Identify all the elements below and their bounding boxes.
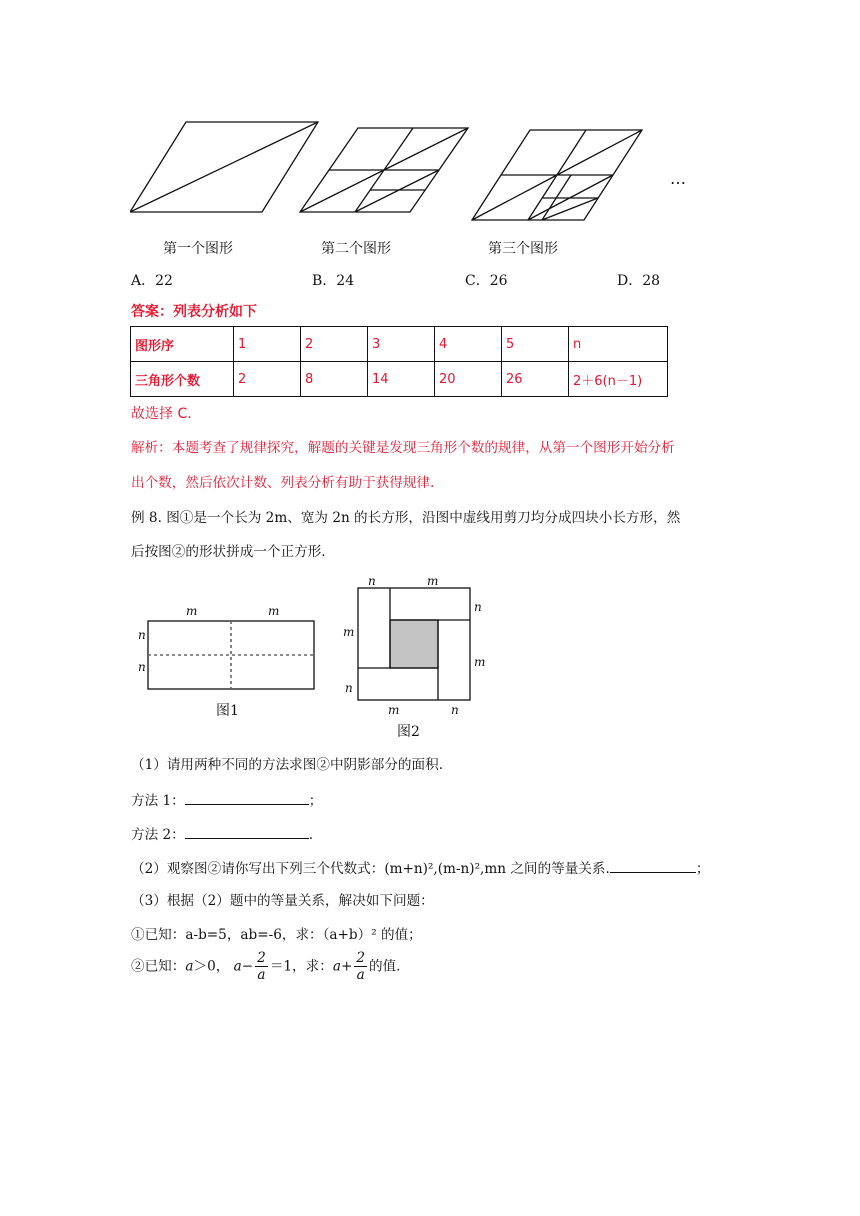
fig2-label-n-bottom: n: [451, 703, 459, 717]
table-cell: 2: [234, 362, 301, 397]
fig2-label-n-left: n: [345, 681, 353, 695]
option-c: C．26: [465, 273, 508, 289]
parallelogram-figures: [130, 110, 690, 230]
table-cell: 5: [502, 327, 569, 362]
question-3-2: ②已知：a＞0， a− $\frac{2}{a}$ ＝1，求：a+ $\frac{2}{a}$ 的值.: [131, 950, 401, 983]
question-2: （2）观察图②请你写出下列三个代数式：(m+n)²,(m-n)²,mn 之间的等量关系. ；: [131, 858, 709, 878]
figure-square: [350, 585, 480, 705]
ellipsis: …: [670, 169, 686, 188]
method-1-blank[interactable]: [185, 790, 309, 805]
method-2-line: 方法 2： .: [131, 824, 313, 844]
figure-3: [472, 130, 642, 220]
fig1-label-n2: n: [138, 660, 146, 674]
figure-caption-3: 第三个图形: [488, 241, 558, 257]
fig2-label-m-top: m: [427, 574, 439, 588]
table-cell: 三角形个数: [131, 362, 234, 397]
table-cell: 2: [301, 327, 368, 362]
option-a: A．22: [131, 273, 173, 289]
option-b: B．24: [312, 273, 355, 289]
fraction-2-over-a-2: $\frac{2}{a}$: [356, 950, 365, 983]
table-cell: 14: [368, 362, 435, 397]
table-cell: 20: [435, 362, 502, 397]
fig2-label-m-bottom: m: [388, 703, 400, 717]
method-2-blank[interactable]: [185, 824, 309, 839]
table-row: [131, 362, 668, 397]
fig2-label-n-right: n: [474, 600, 482, 614]
table-cell: 2＋6(n－1): [569, 362, 668, 397]
table-row: [131, 327, 668, 362]
fraction-2-over-a: $\frac{2}{a}$: [257, 950, 266, 983]
analysis-line-1: 解析：本题考查了规律探究，解题的关键是发现三角形个数的规律，从第一个图形开始分析: [131, 440, 675, 456]
answer-table: [130, 326, 668, 397]
answer-heading: 答案：列表分析如下: [131, 304, 257, 320]
table-cell: 8: [301, 362, 368, 397]
table-cell: n: [569, 327, 668, 362]
analysis-line-2: 出个数，然后依次计数、列表分析有助于获得规律.: [131, 475, 435, 491]
example-line-2: 后按图②的形状拼成一个正方形.: [131, 544, 326, 560]
fig1-label-n1: n: [138, 628, 146, 642]
option-d: D．28: [617, 273, 661, 289]
method-1-label: 方法 1：: [131, 793, 185, 809]
conclusion: 故选择 C.: [131, 406, 192, 422]
method-2-label: 方法 2：: [131, 827, 185, 843]
fig1-label-m2: m: [268, 604, 280, 618]
question-1: （1）请用两种不同的方法求图②中阴影部分的面积.: [131, 757, 444, 773]
fig1-caption: 图1: [216, 703, 239, 719]
fig2-label-m-left: m: [343, 625, 355, 639]
table-cell: 3: [368, 327, 435, 362]
fig2-label-m-right: m: [474, 655, 486, 669]
question-2-blank[interactable]: [610, 858, 696, 873]
table-cell: 图形序: [131, 327, 234, 362]
example-line-1: 例 8. 图①是一个长为 2m、宽为 2n 的长方形，沿图中虚线用剪刀均分成四块小长方形，然: [131, 510, 681, 526]
figure-caption-2: 第二个图形: [321, 241, 391, 257]
question-3-1: ①已知：a-b=5，ab=-6，求：（a+b）² 的值；: [131, 927, 422, 943]
fig2-caption: 图2: [397, 724, 420, 740]
method-1-line: 方法 1： ；: [131, 790, 322, 810]
figure-1: [130, 122, 318, 212]
figure-caption-1: 第一个图形: [163, 241, 233, 257]
question-3: （3）根据（2）题中的等量关系，解决如下问题：: [131, 893, 434, 909]
figure-2: [300, 128, 468, 212]
fig2-label-n-top: n: [368, 574, 376, 588]
table-cell: 26: [502, 362, 569, 397]
table-cell: 4: [435, 327, 502, 362]
fig1-label-m1: m: [186, 604, 198, 618]
table-cell: 1: [234, 327, 301, 362]
